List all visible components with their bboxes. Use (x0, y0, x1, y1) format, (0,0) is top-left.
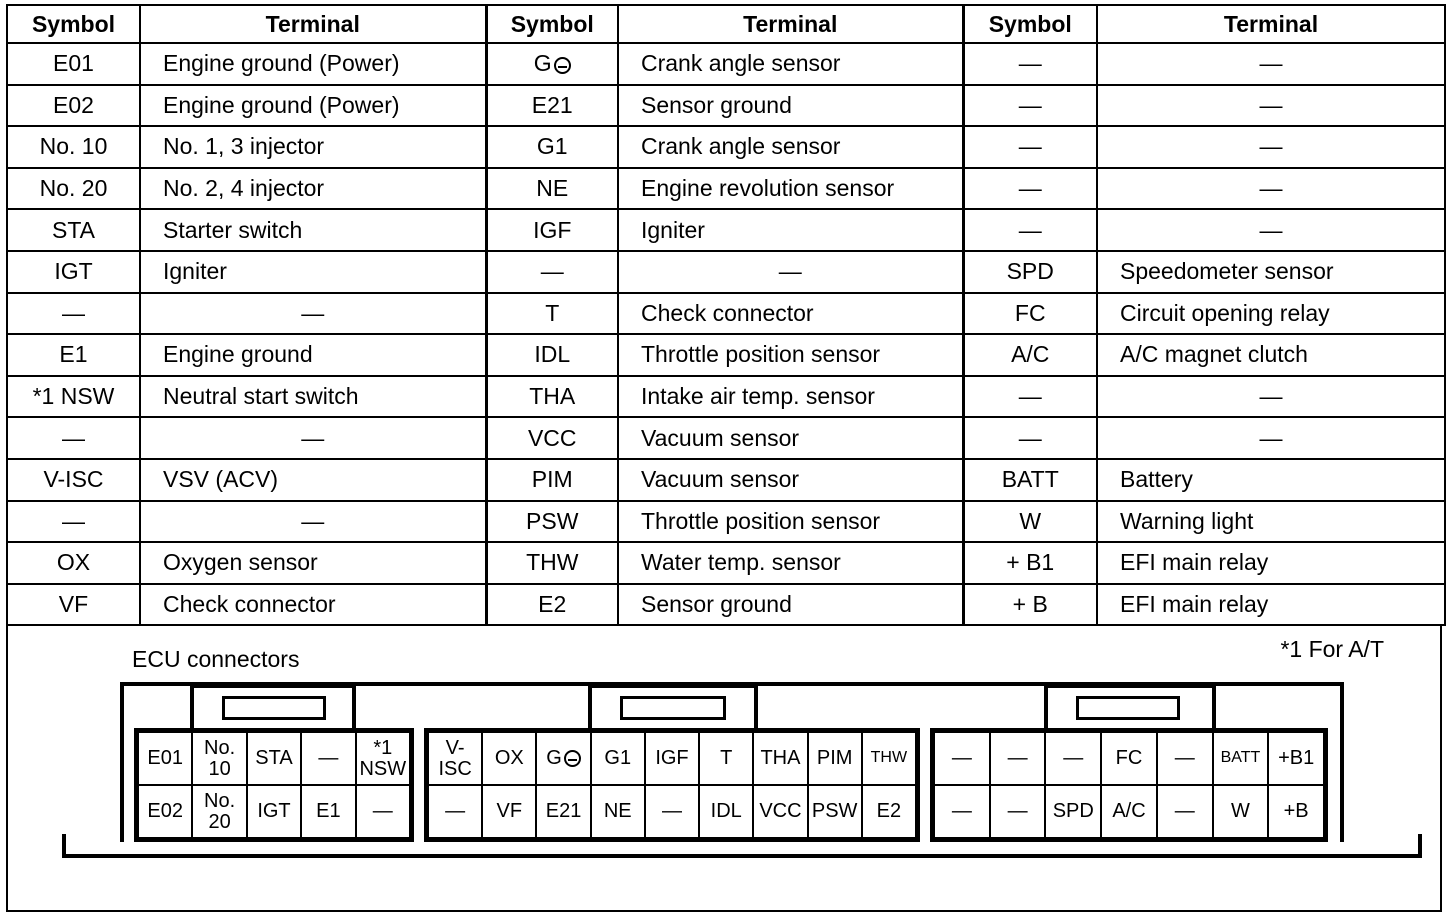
symbol-cell (7, 417, 140, 459)
pin-label: FC (1115, 747, 1143, 769)
pin-label: *1 NSW (359, 736, 407, 780)
symbol-text: + B1 (1006, 549, 1055, 576)
symbol-cell (486, 584, 618, 626)
symbol-cell (963, 376, 1097, 418)
connector-pin (536, 732, 590, 785)
terminal-cell (618, 168, 963, 210)
pin-label: E1 (316, 800, 341, 822)
table-row (7, 501, 1445, 543)
terminal-cell (140, 293, 486, 335)
table-row (7, 376, 1445, 418)
symbol-text: — (1018, 424, 1042, 451)
table-row (7, 168, 1445, 210)
symbol-text: — (1018, 50, 1042, 77)
table-row (7, 542, 1445, 584)
pin-label: IGT (257, 800, 291, 822)
symbol-cell (7, 376, 140, 418)
connector-pin (1213, 732, 1269, 785)
symbol-cell (486, 501, 618, 543)
connector-pin (536, 785, 590, 838)
connector-block-3 (930, 728, 1328, 842)
symbol-text: SPD (1006, 258, 1054, 285)
header-terminal: Terminal (140, 5, 486, 43)
symbol-cell (486, 459, 618, 501)
ecu-connectors-title: ECU connectors (132, 646, 300, 672)
connector-pin (753, 732, 807, 785)
connector-pin (1101, 732, 1157, 785)
symbol-text: IDL (534, 341, 571, 368)
connector-pin (428, 785, 482, 838)
table-row (7, 584, 1445, 626)
terminal-cell (140, 251, 486, 293)
terminal-text: Speedometer sensor (1120, 258, 1334, 285)
terminal-text: Sensor ground (641, 91, 792, 118)
terminal-text: Engine revolution sensor (641, 175, 895, 202)
connector-pin (356, 732, 410, 785)
symbol-text: E02 (53, 91, 94, 118)
terminal-text: Oxygen sensor (163, 549, 318, 576)
symbol-text: + B (1012, 591, 1048, 618)
pin-label: STA (255, 747, 293, 769)
connector-pin (1101, 785, 1157, 838)
terminal-cell (140, 376, 486, 418)
symbol-text: FC (1014, 299, 1046, 326)
terminal-text: — (1259, 216, 1283, 243)
symbol-text: No. 10 (39, 133, 108, 160)
symbol-cell (486, 417, 618, 459)
symbol-cell (7, 584, 140, 626)
header-symbol: Symbol (7, 5, 140, 43)
terminal-cell (140, 85, 486, 127)
symbol-text: IGT (54, 258, 93, 285)
terminal-text: Check connector (641, 299, 814, 326)
table-row (7, 293, 1445, 335)
pin-label: G1 (604, 747, 632, 769)
header-symbol: Symbol (963, 5, 1097, 43)
terminal-cell (618, 584, 963, 626)
terminal-cell (140, 417, 486, 459)
symbol-text: E1 (59, 341, 88, 368)
terminal-text: Neutral start switch (163, 383, 359, 410)
symbol-cell (7, 168, 140, 210)
symbol-text: E21 (531, 91, 573, 118)
table-header-row (7, 5, 1445, 43)
connector-pin (808, 785, 862, 838)
symbol-text: PSW (526, 507, 579, 534)
connector-pin (138, 785, 192, 838)
symbol-cell (963, 168, 1097, 210)
pin-label: — (445, 800, 466, 822)
terminal-cell (618, 501, 963, 543)
terminal-text: Check connector (163, 591, 336, 618)
pin-label: OX (494, 747, 524, 769)
connector-pin (247, 785, 301, 838)
terminal-cell (1097, 584, 1445, 626)
symbol-text: W (1019, 507, 1042, 534)
terminal-cell (1097, 43, 1445, 85)
terminal-cell (140, 43, 486, 85)
terminal-text: A/C magnet clutch (1120, 341, 1308, 368)
connector-pin (645, 732, 699, 785)
symbol-text: STA (51, 216, 96, 243)
symbol-text: PIM (531, 466, 573, 493)
footnote-at: *1 For A/T (1280, 636, 1384, 662)
symbol-cell (486, 376, 618, 418)
pin-label: — (1063, 747, 1084, 769)
terminal-cell (618, 126, 963, 168)
connector-slot-middle (620, 696, 726, 720)
table-row (7, 251, 1445, 293)
symbol-text: — (62, 299, 85, 326)
pin-label: T (720, 747, 733, 769)
terminal-text: — (301, 507, 325, 534)
symbol-cell (963, 251, 1097, 293)
terminal-cell (1097, 126, 1445, 168)
connector-pin (301, 732, 355, 785)
pin-label: VCC (759, 800, 802, 822)
terminal-cell (140, 209, 486, 251)
symbol-cell (963, 126, 1097, 168)
terminal-text: Intake air temp. sensor (641, 383, 875, 410)
terminal-text: Sensor ground (641, 591, 792, 618)
terminal-cell (140, 542, 486, 584)
terminal-text: — (1259, 424, 1283, 451)
terminal-cell (1097, 417, 1445, 459)
terminal-text: — (1259, 383, 1283, 410)
symbol-cell (963, 43, 1097, 85)
terminal-cell (1097, 376, 1445, 418)
terminal-text: Throttle position sensor (641, 341, 881, 368)
terminal-cell (140, 168, 486, 210)
terminal-text: Vacuum sensor (641, 466, 800, 493)
pin-label: THA (760, 747, 801, 769)
terminal-text: Battery (1120, 466, 1193, 493)
connector-pin (699, 785, 753, 838)
terminal-text: — (301, 299, 325, 326)
pin-label: E2 (876, 800, 902, 822)
symbol-text: No. 20 (39, 175, 108, 202)
symbol-text: — (1018, 383, 1042, 410)
terminal-cell (140, 501, 486, 543)
terminal-cell (1097, 251, 1445, 293)
terminal-text: Warning light (1120, 507, 1254, 534)
pin-label: — (951, 800, 972, 822)
ecu-connector-panel (6, 624, 1442, 912)
symbol-text: G (533, 50, 552, 77)
symbol-cell (7, 293, 140, 335)
connector-pin (247, 732, 301, 785)
symbol-cell (486, 209, 618, 251)
symbol-cell (963, 542, 1097, 584)
connector-pin (591, 732, 645, 785)
pin-label: PIM (816, 747, 853, 769)
connector-pin (1268, 732, 1324, 785)
terminal-cell (1097, 542, 1445, 584)
pin-label: PSW (811, 800, 858, 822)
table-row (7, 334, 1445, 376)
terminal-text: — (301, 424, 325, 451)
pin-label: — (1174, 800, 1195, 822)
circle-minus-icon (554, 57, 571, 74)
connector-pin (1213, 785, 1269, 838)
symbol-text: E01 (53, 50, 94, 77)
terminal-cell (1097, 459, 1445, 501)
connector-slot-left (222, 696, 326, 720)
symbol-text: — (1018, 175, 1042, 202)
table-row (7, 85, 1445, 127)
symbol-cell (7, 85, 140, 127)
terminal-cell (618, 376, 963, 418)
symbol-text: — (1018, 133, 1042, 160)
symbol-cell (963, 417, 1097, 459)
pin-label: E21 (545, 800, 582, 822)
connector-pin (138, 732, 192, 785)
terminal-cell (618, 293, 963, 335)
terminal-text: Throttle position sensor (641, 507, 881, 534)
symbol-cell (963, 459, 1097, 501)
table-row (7, 209, 1445, 251)
symbol-text: T (545, 299, 560, 326)
pin-label: — (1007, 800, 1028, 822)
symbol-cell (7, 334, 140, 376)
connector-pin (699, 732, 753, 785)
connector-pin (753, 785, 807, 838)
pin-label: +B (1283, 800, 1309, 822)
header-terminal: Terminal (618, 5, 963, 43)
terminal-text: EFI main relay (1120, 591, 1269, 618)
terminal-text: Water temp. sensor (641, 549, 841, 576)
table-row (7, 459, 1445, 501)
pin-label: SPD (1052, 800, 1094, 822)
connector-pin (1045, 785, 1101, 838)
pin-label: W (1230, 800, 1250, 822)
connector-pin (808, 732, 862, 785)
terminal-text: Vacuum sensor (641, 424, 800, 451)
connector-pin (1045, 732, 1101, 785)
pin-label: IDL (710, 800, 742, 822)
table-row (7, 43, 1445, 85)
terminal-table (6, 4, 1446, 626)
pin-label: No. 20 (204, 789, 236, 833)
pin-label: NE (603, 800, 632, 822)
connector-pin (862, 732, 916, 785)
pin-label: +B1 (1278, 747, 1315, 769)
symbol-text: V-ISC (43, 466, 104, 493)
pin-label: E02 (147, 800, 183, 822)
symbol-cell (486, 43, 618, 85)
pin-label: BATT (1220, 749, 1261, 767)
connector-block-1 (134, 728, 414, 842)
symbol-text: — (1018, 216, 1042, 243)
terminal-cell (1097, 168, 1445, 210)
symbol-cell (7, 126, 140, 168)
symbol-cell (7, 501, 140, 543)
terminal-text: Starter switch (163, 216, 303, 243)
symbol-text: OX (56, 549, 91, 576)
terminal-text: Engine ground (163, 341, 313, 368)
terminal-text: No. 2, 4 injector (163, 175, 325, 202)
symbol-cell (486, 251, 618, 293)
symbol-text: IGF (533, 216, 572, 243)
terminal-text: — (1259, 175, 1283, 202)
symbol-text: A/C (1011, 341, 1050, 368)
terminal-text: Igniter (163, 258, 227, 285)
symbol-cell (486, 168, 618, 210)
connector-pin (1268, 785, 1324, 838)
terminal-text: Circuit opening relay (1120, 299, 1330, 326)
terminal-text: — (1259, 91, 1283, 118)
terminal-cell (618, 251, 963, 293)
symbol-cell (486, 126, 618, 168)
connector-pin (591, 785, 645, 838)
terminal-cell (140, 126, 486, 168)
symbol-cell (963, 85, 1097, 127)
terminal-cell (1097, 209, 1445, 251)
pin-label: — (1007, 747, 1028, 769)
symbol-cell (963, 501, 1097, 543)
symbol-text: VF (58, 591, 89, 618)
connector-pin (990, 732, 1046, 785)
symbol-cell (7, 542, 140, 584)
terminal-cell (140, 334, 486, 376)
symbol-cell (963, 209, 1097, 251)
pin-label: IGF (655, 747, 689, 769)
connector-pin (428, 732, 482, 785)
terminal-text: — (1259, 50, 1283, 77)
symbol-text: VCC (527, 424, 577, 451)
connector-pin (1157, 732, 1213, 785)
symbol-cell (963, 293, 1097, 335)
connector-pin (482, 785, 536, 838)
symbol-cell (486, 293, 618, 335)
connector-pin (934, 785, 990, 838)
terminal-cell (618, 85, 963, 127)
pin-label: VF (496, 800, 523, 822)
pin-label: E01 (147, 747, 183, 769)
connector-pin (862, 785, 916, 838)
connector-pin (192, 785, 246, 838)
terminal-cell (1097, 501, 1445, 543)
terminal-text: VSV (ACV) (163, 466, 279, 493)
terminal-text: EFI main relay (1120, 549, 1269, 576)
terminal-text: Engine ground (Power) (163, 50, 400, 77)
symbol-cell (7, 459, 140, 501)
connector-pin (934, 732, 990, 785)
terminal-cell (1097, 85, 1445, 127)
terminal-cell (140, 459, 486, 501)
terminal-cell (618, 542, 963, 584)
pin-label: — (661, 800, 682, 822)
terminal-cell (140, 584, 486, 626)
terminal-text: No. 1, 3 injector (163, 133, 325, 160)
terminal-text: Crank angle sensor (641, 133, 841, 160)
pin-label: — (1174, 747, 1195, 769)
pin-label: A/C (1112, 800, 1146, 822)
terminal-cell (618, 334, 963, 376)
header-symbol: Symbol (486, 5, 618, 43)
pin-label: THW (870, 749, 908, 767)
circle-minus-icon (564, 750, 581, 767)
connector-pin (990, 785, 1046, 838)
connector-slot-right (1076, 696, 1180, 720)
terminal-cell (618, 417, 963, 459)
symbol-text: — (62, 424, 85, 451)
pin-label: — (951, 747, 972, 769)
pin-label: G (546, 747, 562, 769)
symbol-text: — (62, 507, 85, 534)
pin-label: — (318, 747, 339, 769)
symbol-text: *1 NSW (32, 383, 115, 410)
terminal-cell (1097, 334, 1445, 376)
symbol-text: — (1018, 91, 1042, 118)
connector-pin (645, 785, 699, 838)
symbol-cell (7, 209, 140, 251)
terminal-cell (618, 43, 963, 85)
symbol-cell (486, 85, 618, 127)
table-row (7, 126, 1445, 168)
pin-label: No. 10 (204, 736, 236, 780)
terminal-cell (1097, 293, 1445, 335)
connector-pin (356, 785, 410, 838)
symbol-cell (963, 584, 1097, 626)
connector-pin (192, 732, 246, 785)
terminal-text: Crank angle sensor (641, 50, 841, 77)
symbol-text: — (540, 258, 564, 285)
pin-label: — (372, 800, 393, 822)
connector-block-2 (424, 728, 920, 842)
connector-pin (301, 785, 355, 838)
terminal-text: — (778, 258, 802, 285)
table-row (7, 417, 1445, 459)
symbol-cell (486, 334, 618, 376)
symbol-cell (7, 251, 140, 293)
symbol-text: G1 (536, 133, 568, 160)
symbol-text: E2 (538, 591, 567, 618)
connector-pin (482, 732, 536, 785)
terminal-text: Engine ground (Power) (163, 91, 400, 118)
symbol-cell (7, 43, 140, 85)
connector-pin (1157, 785, 1213, 838)
symbol-text: NE (536, 175, 569, 202)
symbol-text: THW (526, 549, 579, 576)
symbol-cell (486, 542, 618, 584)
terminal-text: — (1259, 133, 1283, 160)
terminal-text: Igniter (641, 216, 705, 243)
symbol-text: BATT (1001, 466, 1059, 493)
terminal-cell (618, 209, 963, 251)
pin-label: V- ISC (438, 736, 472, 780)
header-terminal: Terminal (1097, 5, 1445, 43)
symbol-text: THA (529, 383, 576, 410)
terminal-cell (618, 459, 963, 501)
symbol-cell (963, 334, 1097, 376)
